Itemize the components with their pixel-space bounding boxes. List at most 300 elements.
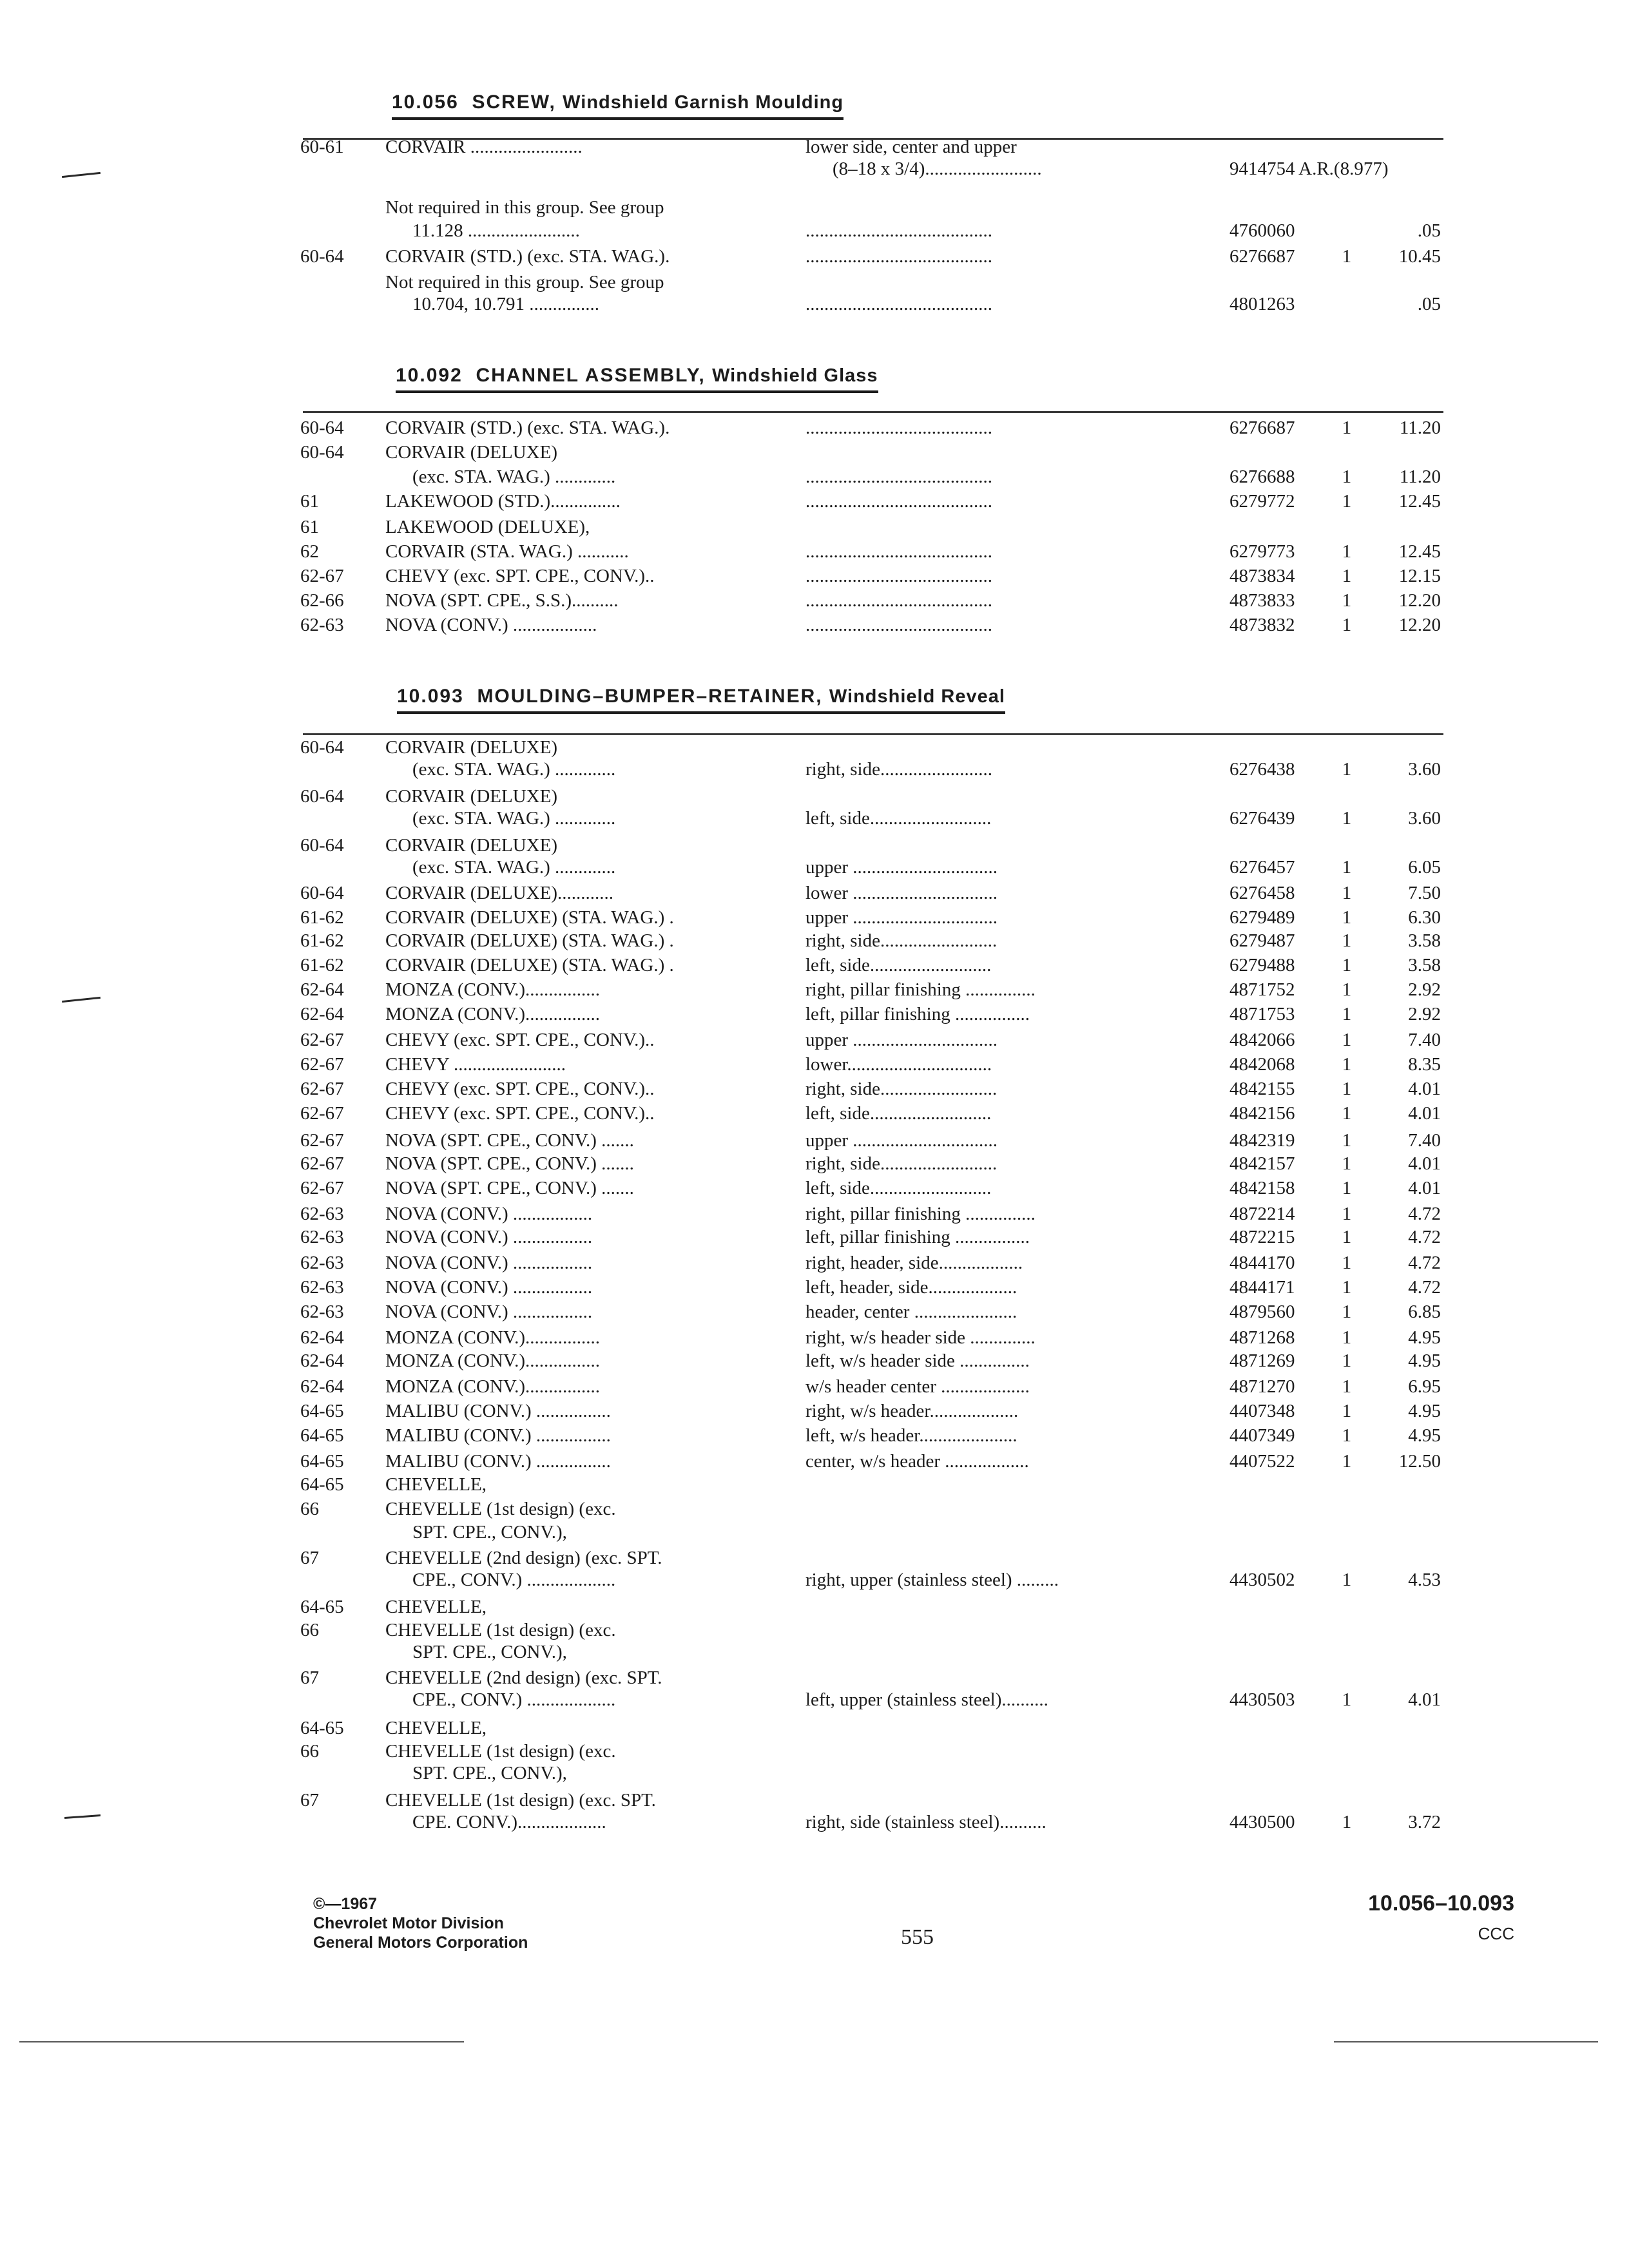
section-subtitle: Windshield Glass	[712, 365, 878, 386]
part-description: ........................................	[805, 246, 992, 267]
section-number: 10.092	[396, 365, 463, 386]
part-number: 4873832	[1229, 615, 1295, 635]
model-name: NOVA (CONV.) .................	[385, 1253, 593, 1273]
section-title-text: MOULDING–BUMPER–RETAINER,	[477, 686, 823, 707]
model-name: CHEVELLE,	[385, 1474, 487, 1495]
parts-row	[0, 589, 1629, 612]
price: 2.92	[1408, 1004, 1441, 1024]
part-description: left, w/s header.....................	[805, 1425, 1017, 1446]
model-name: MONZA (CONV.)................	[385, 1376, 600, 1397]
model-year: 66	[300, 1499, 319, 1519]
quantity: 1	[1342, 1004, 1352, 1024]
parts-row	[0, 978, 1629, 1001]
model-year: 66	[300, 1741, 319, 1762]
price: 4.01	[1408, 1689, 1441, 1710]
model-year: 62-64	[300, 1327, 344, 1348]
quantity: 1	[1342, 246, 1352, 267]
parts-row	[0, 1300, 1629, 1323]
bottom-rule	[1334, 2041, 1598, 2042]
price: .05	[1417, 294, 1441, 314]
parts-row	[0, 1028, 1629, 1052]
parts-row	[0, 758, 1629, 781]
model-year: 62-64	[300, 1350, 344, 1371]
model-year: 62-66	[300, 590, 344, 611]
quantity: 1	[1342, 1253, 1352, 1273]
part-description: left, side..........................	[805, 808, 992, 829]
section-number: 10.056	[392, 91, 459, 113]
model-name: NOVA (SPT. CPE., S.S.)..........	[385, 590, 619, 611]
part-number: 6276439	[1229, 808, 1295, 829]
parts-row	[0, 785, 1629, 808]
section-title-text: SCREW,	[472, 91, 556, 113]
model-name: NOVA (CONV.) .................	[385, 1277, 593, 1298]
part-number: 6279488	[1229, 955, 1295, 975]
price: 4.72	[1408, 1277, 1441, 1298]
model-year: 62-63	[300, 1253, 344, 1273]
model-name: CPE. CONV.)...................	[412, 1812, 606, 1832]
model-year: 60-64	[300, 442, 344, 463]
parts-row	[0, 1450, 1629, 1473]
part-description: left, pillar finishing ................	[805, 1227, 1030, 1247]
model-year: 64-65	[300, 1597, 344, 1617]
price: 7.40	[1408, 1030, 1441, 1050]
model-name: CORVAIR (STD.) (exc. STA. WAG.).	[385, 418, 670, 438]
model-name: (exc. STA. WAG.) .............	[412, 759, 616, 780]
model-year: 62-64	[300, 1376, 344, 1397]
quantity: 1	[1342, 979, 1352, 1000]
price: 7.50	[1408, 883, 1441, 903]
model-name: CPE., CONV.) ...................	[412, 1689, 616, 1710]
parts-row	[0, 1375, 1629, 1398]
model-year: 64-65	[300, 1425, 344, 1446]
parts-row	[0, 1688, 1629, 1711]
model-name: MONZA (CONV.)................	[385, 1004, 600, 1024]
price: 4.72	[1408, 1253, 1441, 1273]
model-name: MALIBU (CONV.) ................	[385, 1425, 611, 1446]
model-name: NOVA (SPT. CPE., CONV.) .......	[385, 1178, 634, 1198]
parts-row	[0, 196, 1629, 219]
price: 8.35	[1408, 1054, 1441, 1075]
model-name: CHEVELLE (1st design) (exc.	[385, 1741, 616, 1762]
parts-row	[0, 1497, 1629, 1521]
price: 4.95	[1408, 1327, 1441, 1348]
parts-row	[0, 613, 1629, 637]
quantity: 1	[1342, 466, 1352, 487]
model-year: 62-67	[300, 1178, 344, 1198]
model-name: CHEVELLE (1st design) (exc. SPT.	[385, 1790, 656, 1811]
quantity: 1	[1342, 418, 1352, 438]
model-name: CORVAIR ........................	[385, 137, 583, 157]
model-year: 60-64	[300, 786, 344, 807]
part-number: 6279487	[1229, 930, 1295, 951]
model-year: 62-63	[300, 1302, 344, 1322]
part-number-qty: 9414754 A.R.(8.977)	[1229, 159, 1389, 179]
price: 3.72	[1408, 1812, 1441, 1832]
part-description: lower...............................	[805, 1054, 992, 1075]
model-name: (exc. STA. WAG.) .............	[412, 857, 616, 878]
parts-row	[0, 1276, 1629, 1299]
parts-row	[0, 736, 1629, 759]
model-name: NOVA (CONV.) .................	[385, 1204, 593, 1224]
model-name: CHEVY ........................	[385, 1054, 566, 1075]
part-description: ........................................	[805, 615, 992, 635]
model-name: CHEVY (exc. SPT. CPE., CONV.)..	[385, 1079, 655, 1099]
model-name: CHEVELLE (2nd design) (exc. SPT.	[385, 1548, 662, 1568]
part-number: 6276687	[1229, 246, 1295, 267]
division-text: Chevrolet Motor Division	[313, 1914, 504, 1932]
model-year: 61	[300, 517, 319, 537]
part-description: w/s header center ...................	[805, 1376, 1030, 1397]
parts-row	[0, 929, 1629, 952]
part-description: right, side........................	[805, 759, 992, 780]
parts-row	[0, 1225, 1629, 1249]
parts-row	[0, 807, 1629, 830]
quantity: 1	[1342, 1401, 1352, 1421]
model-name: SPT. CPE., CONV.),	[412, 1522, 567, 1542]
part-description: ........................................	[805, 541, 992, 562]
model-name: LAKEWOOD (STD.)...............	[385, 491, 621, 512]
part-description: upper ...............................	[805, 907, 998, 928]
price: 12.50	[1398, 1451, 1441, 1472]
section-title	[397, 686, 1005, 714]
footer-code: CCC	[1478, 1924, 1514, 1943]
quantity: 1	[1342, 883, 1352, 903]
part-description: right, side.........................	[805, 1153, 998, 1174]
part-description: left, side..........................	[805, 1178, 992, 1198]
parts-row	[0, 1666, 1629, 1689]
part-number: 6276457	[1229, 857, 1295, 878]
parts-row	[0, 1077, 1629, 1100]
part-description: ........................................	[805, 590, 992, 611]
model-year: 61-62	[300, 930, 344, 951]
parts-row	[0, 1473, 1629, 1496]
model-year: 66	[300, 1620, 319, 1640]
parts-row	[0, 564, 1629, 588]
part-description: left, side..........................	[805, 955, 992, 975]
model-name: CHEVELLE (1st design) (exc.	[385, 1620, 616, 1640]
quantity: 1	[1342, 1178, 1352, 1198]
price: 4.95	[1408, 1350, 1441, 1371]
part-number: 4871270	[1229, 1376, 1295, 1397]
part-description: right, pillar finishing ...............	[805, 979, 1036, 1000]
group-range: 10.056–10.093	[1368, 1891, 1514, 1916]
model-name: NOVA (SPT. CPE., CONV.) .......	[385, 1130, 634, 1151]
part-number: 4871268	[1229, 1327, 1295, 1348]
footer-publisher	[313, 1894, 528, 1952]
parts-row	[0, 1811, 1629, 1834]
section-rule	[303, 733, 1443, 735]
parts-row	[0, 441, 1629, 464]
parts-row	[0, 906, 1629, 929]
price: 4.01	[1408, 1079, 1441, 1099]
model-year: 62-67	[300, 1079, 344, 1099]
parts-row	[0, 1595, 1629, 1619]
price: 12.15	[1398, 566, 1441, 586]
part-number: 4873834	[1229, 566, 1295, 586]
part-number: 4842068	[1229, 1054, 1295, 1075]
copyright-text: ©—1967	[313, 1895, 378, 1913]
quantity: 1	[1342, 1451, 1352, 1472]
parts-row	[0, 540, 1629, 563]
model-name: CHEVY (exc. SPT. CPE., CONV.)..	[385, 1030, 655, 1050]
model-year: 61-62	[300, 907, 344, 928]
quantity: 1	[1342, 1812, 1352, 1832]
section-subtitle: Windshield Garnish Moulding	[563, 92, 844, 113]
model-year: 60-64	[300, 418, 344, 438]
model-year: 62-64	[300, 1004, 344, 1024]
model-name: CORVAIR (DELUXE) (STA. WAG.) .	[385, 955, 674, 975]
part-number: 4842158	[1229, 1178, 1295, 1198]
model-year: 67	[300, 1667, 319, 1688]
part-description: header, center ......................	[805, 1302, 1017, 1322]
model-year: 60-64	[300, 835, 344, 856]
quantity: 1	[1342, 1570, 1352, 1590]
part-number: 4872214	[1229, 1204, 1295, 1224]
price: 7.40	[1408, 1130, 1441, 1151]
price: 12.45	[1398, 491, 1441, 512]
part-number: 6276458	[1229, 883, 1295, 903]
price: 3.60	[1408, 759, 1441, 780]
part-number: 4760060	[1229, 220, 1295, 241]
corporation-text: General Motors Corporation	[313, 1934, 528, 1952]
price: 4.72	[1408, 1227, 1441, 1247]
section-number: 10.093	[397, 686, 464, 707]
parts-row	[0, 1619, 1629, 1642]
quantity: 1	[1342, 1054, 1352, 1075]
model-year: 60-61	[300, 137, 344, 157]
model-name: CORVAIR (DELUXE)............	[385, 883, 613, 903]
part-number: 4842319	[1229, 1130, 1295, 1151]
part-number: 4407522	[1229, 1451, 1295, 1472]
quantity: 1	[1342, 955, 1352, 975]
model-year: 64-65	[300, 1451, 344, 1472]
bottom-rule	[19, 2041, 464, 2042]
model-name: CHEVELLE (2nd design) (exc. SPT.	[385, 1667, 662, 1688]
parts-row	[0, 135, 1629, 159]
model-year: 64-65	[300, 1401, 344, 1421]
part-number: 4871753	[1229, 1004, 1295, 1024]
part-description: right, upper (stainless steel) .........	[805, 1570, 1059, 1590]
price: 12.20	[1398, 590, 1441, 611]
parts-row	[0, 1326, 1629, 1349]
part-number: 4801263	[1229, 294, 1295, 314]
model-year: 62-67	[300, 1103, 344, 1124]
model-name: NOVA (CONV.) .................	[385, 1302, 593, 1322]
part-number: 4879560	[1229, 1302, 1295, 1322]
parts-row	[0, 1129, 1629, 1152]
part-number: 4872215	[1229, 1227, 1295, 1247]
parts-row	[0, 1202, 1629, 1225]
quantity: 1	[1342, 930, 1352, 951]
quantity: 1	[1342, 907, 1352, 928]
model-year: 62-63	[300, 1227, 344, 1247]
model-name: SPT. CPE., CONV.),	[412, 1642, 567, 1662]
price: 4.95	[1408, 1401, 1441, 1421]
quantity: 1	[1342, 808, 1352, 829]
section-rule	[303, 411, 1443, 413]
part-description: lower side, center and upper	[805, 137, 1017, 157]
model-name: MALIBU (CONV.) ................	[385, 1401, 611, 1421]
price: 11.20	[1399, 466, 1441, 487]
part-description: right, side.........................	[805, 930, 998, 951]
model-name: MONZA (CONV.)................	[385, 1350, 600, 1371]
part-description: ........................................	[805, 294, 992, 314]
model-name: CHEVELLE,	[385, 1718, 487, 1738]
parts-row	[0, 1521, 1629, 1544]
price: 4.01	[1408, 1178, 1441, 1198]
model-name: CORVAIR (DELUXE) (STA. WAG.) .	[385, 907, 674, 928]
parts-row	[0, 1546, 1629, 1570]
model-name: MONZA (CONV.)................	[385, 979, 600, 1000]
model-year: 62-67	[300, 1130, 344, 1151]
price: 3.58	[1408, 955, 1441, 975]
model-name: (exc. STA. WAG.) .............	[412, 808, 616, 829]
price: 12.45	[1398, 541, 1441, 562]
parts-row	[0, 1762, 1629, 1785]
parts-row	[0, 1789, 1629, 1812]
model-name: CORVAIR (DELUXE)	[385, 442, 557, 463]
part-description: right, side.........................	[805, 1079, 998, 1099]
price: 10.45	[1398, 246, 1441, 267]
parts-row	[0, 271, 1629, 294]
part-number: 4430503	[1229, 1689, 1295, 1710]
price: 4.95	[1408, 1425, 1441, 1446]
model-year: 62-63	[300, 1277, 344, 1298]
part-number: 4842156	[1229, 1103, 1295, 1124]
parts-row	[0, 1716, 1629, 1740]
part-description: ........................................	[805, 220, 992, 241]
section-title	[396, 365, 878, 393]
model-year: 62-64	[300, 979, 344, 1000]
quantity: 1	[1342, 759, 1352, 780]
part-number: 4844171	[1229, 1277, 1295, 1298]
model-year: 62-63	[300, 1204, 344, 1224]
part-description: (8–18 x 3/4).........................	[833, 159, 1042, 179]
part-number: 4430502	[1229, 1570, 1295, 1590]
part-number: 6279773	[1229, 541, 1295, 562]
model-name: 10.704, 10.791 ...............	[412, 294, 599, 314]
parts-row	[0, 1349, 1629, 1372]
parts-row	[0, 1003, 1629, 1026]
part-description: lower ...............................	[805, 883, 998, 903]
part-description: right, side (stainless steel)..........	[805, 1812, 1046, 1832]
model-year: 67	[300, 1790, 319, 1811]
model-name: CHEVELLE,	[385, 1597, 487, 1617]
parts-row	[0, 1399, 1629, 1423]
quantity: 1	[1342, 1153, 1352, 1174]
model-name: NOVA (SPT. CPE., CONV.) .......	[385, 1153, 634, 1174]
quantity: 1	[1342, 1689, 1352, 1710]
model-name: LAKEWOOD (DELUXE),	[385, 517, 590, 537]
parts-row	[0, 245, 1629, 268]
part-number: 6279772	[1229, 491, 1295, 512]
model-year: 62	[300, 541, 319, 562]
model-year: 62-67	[300, 566, 344, 586]
parts-row	[0, 1152, 1629, 1175]
part-description: left, pillar finishing ................	[805, 1004, 1030, 1024]
part-number: 6276687	[1229, 418, 1295, 438]
part-number: 4407349	[1229, 1425, 1295, 1446]
parts-row	[0, 490, 1629, 513]
part-number: 4430500	[1229, 1812, 1295, 1832]
quantity: 1	[1342, 615, 1352, 635]
part-description: upper ...............................	[805, 1030, 998, 1050]
model-year: 64-65	[300, 1474, 344, 1495]
part-number: 4844170	[1229, 1253, 1295, 1273]
parts-row	[0, 954, 1629, 977]
model-name: CORVAIR (STA. WAG.) ...........	[385, 541, 629, 562]
part-number: 4873833	[1229, 590, 1295, 611]
model-name: MALIBU (CONV.) ................	[385, 1451, 611, 1472]
quantity: 1	[1342, 1204, 1352, 1224]
quantity: 1	[1342, 1327, 1352, 1348]
model-name: SPT. CPE., CONV.),	[412, 1763, 567, 1783]
quantity: 1	[1342, 1302, 1352, 1322]
part-number: 4842066	[1229, 1030, 1295, 1050]
part-description: ........................................	[805, 491, 992, 512]
model-year: 61-62	[300, 955, 344, 975]
part-description: right, header, side..................	[805, 1253, 1023, 1273]
parts-row	[0, 1251, 1629, 1274]
parts-row	[0, 293, 1629, 316]
parts-row	[0, 1177, 1629, 1200]
section-subtitle: Windshield Reveal	[829, 686, 1005, 707]
quantity: 1	[1342, 1030, 1352, 1050]
model-year: 62-67	[300, 1153, 344, 1174]
quantity: 1	[1342, 857, 1352, 878]
model-name: CORVAIR (STD.) (exc. STA. WAG.).	[385, 246, 670, 267]
model-year: 64-65	[300, 1718, 344, 1738]
model-name: Not required in this group. See group	[385, 197, 664, 218]
model-name: CHEVY (exc. SPT. CPE., CONV.)..	[385, 1103, 655, 1124]
parts-row	[0, 1568, 1629, 1591]
part-description: ........................................	[805, 566, 992, 586]
price: 11.20	[1399, 418, 1441, 438]
price: 12.20	[1398, 615, 1441, 635]
parts-row	[0, 1740, 1629, 1763]
quantity: 1	[1342, 1130, 1352, 1151]
part-description: ........................................	[805, 466, 992, 487]
model-year: 60-64	[300, 737, 344, 758]
price: 4.53	[1408, 1570, 1441, 1590]
price: 6.95	[1408, 1376, 1441, 1397]
part-number: 6276688	[1229, 466, 1295, 487]
price: 6.85	[1408, 1302, 1441, 1322]
model-name: CORVAIR (DELUXE)	[385, 786, 557, 807]
price: 4.01	[1408, 1103, 1441, 1124]
parts-row	[0, 881, 1629, 905]
parts-row	[0, 834, 1629, 857]
section-title-text: CHANNEL ASSEMBLY,	[476, 365, 706, 386]
parts-row	[0, 219, 1629, 242]
part-description: left, upper (stainless steel)..........	[805, 1689, 1048, 1710]
model-name: CORVAIR (DELUXE)	[385, 737, 557, 758]
part-number: 4842157	[1229, 1153, 1295, 1174]
parts-row	[0, 1053, 1629, 1076]
model-name: NOVA (CONV.) .................	[385, 1227, 593, 1247]
model-name: CORVAIR (DELUXE) (STA. WAG.) .	[385, 930, 674, 951]
part-number: 6279489	[1229, 907, 1295, 928]
part-description: left, side..........................	[805, 1103, 992, 1124]
price: 3.58	[1408, 930, 1441, 951]
quantity: 1	[1342, 590, 1352, 611]
price: .05	[1417, 220, 1441, 241]
part-description: ........................................	[805, 418, 992, 438]
price: 3.60	[1408, 808, 1441, 829]
quantity: 1	[1342, 1079, 1352, 1099]
parts-row	[0, 465, 1629, 488]
model-name: CPE., CONV.) ...................	[412, 1570, 616, 1590]
